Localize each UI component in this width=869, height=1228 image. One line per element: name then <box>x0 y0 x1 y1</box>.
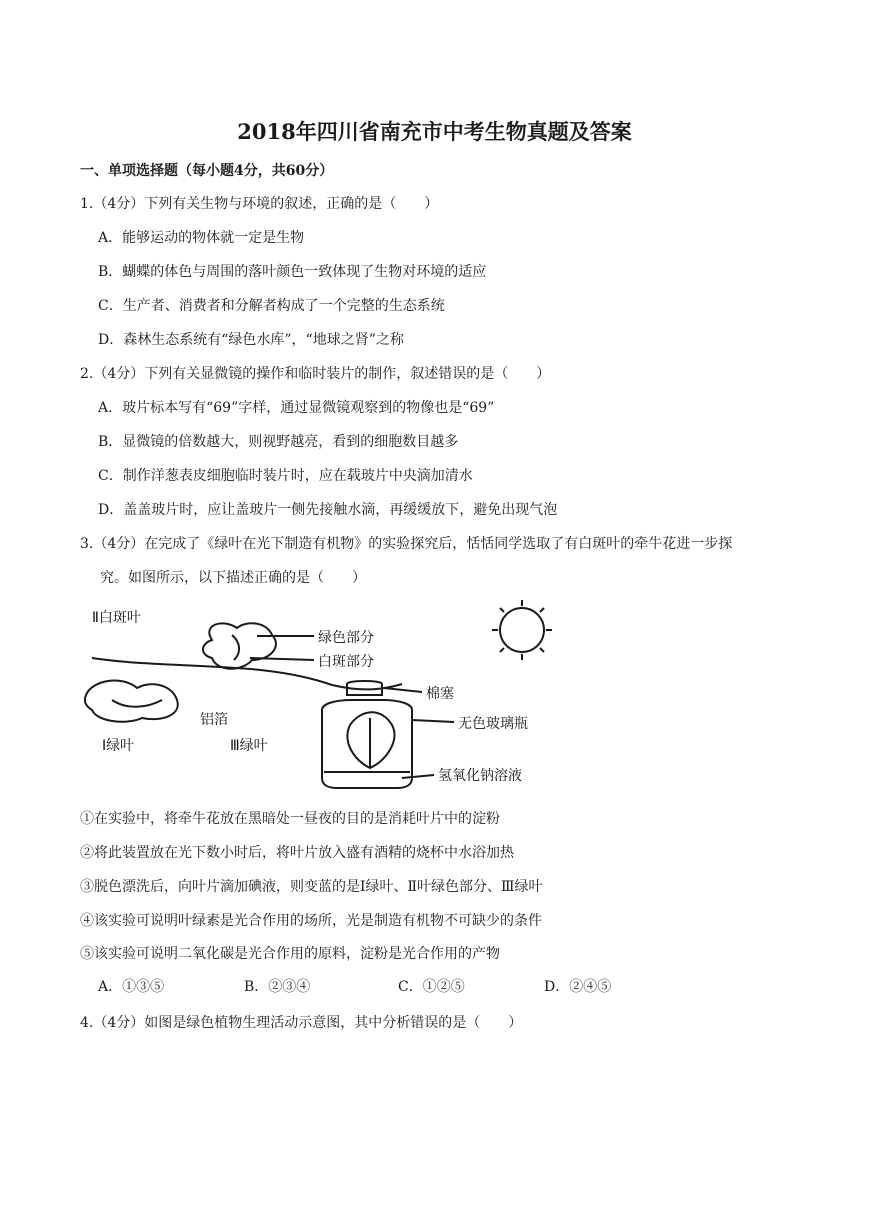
page-title: 2018年四川省南充市中考生物真题及答案 <box>237 119 632 144</box>
label-foil: 铝箔 <box>200 712 228 728</box>
leader-jar <box>412 720 454 722</box>
statement-1: ①在实验中，将牵牛花放在黑暗处一昼夜的目的是消耗叶片中的淀粉 <box>80 811 500 827</box>
leader-solution <box>402 775 434 778</box>
question-1-stem: 1.（4分）下列有关生物与环境的叙述，正确的是（ ） <box>80 196 439 212</box>
leaf-one <box>85 681 178 722</box>
question-3-stem-line-1: 3.（4分）在完成了《绿叶在光下制造有机物》的实验探究后，恬恬同学选取了有白斑叶的牵牛花进一步探 <box>80 536 733 552</box>
sun-icon <box>500 608 544 652</box>
label-glass-jar: 无色玻璃瓶 <box>458 716 528 732</box>
question-2-stem: 2.（4分）下列有关显微镜的操作和临时装片的制作，叙述错误的是（ ） <box>80 366 551 382</box>
question-3-choice-b: B．②③④ <box>244 979 311 995</box>
statement-5: ⑤该实验可说明二氧化碳是光合作用的原料，淀粉是光合作用的产物 <box>80 946 500 962</box>
question-1-option-d: D．森林生态系统有“绿色水库”，“地球之肾”之称 <box>98 332 404 348</box>
statement-2: ②将此装置放在光下数小时后，将叶片放入盛有酒精的烧杯中水浴加热 <box>80 845 514 861</box>
question-2-option-c: C．制作洋葱表皮细胞临时装片时，应在载玻片中央滴加清水 <box>98 468 473 484</box>
label-cotton-plug: 棉塞 <box>426 686 454 702</box>
question-1-option-a: A．能够运动的物体就一定是生物 <box>98 230 305 246</box>
experiment-figure <box>82 600 612 792</box>
label-naoh-solution: 氢氧化钠溶液 <box>438 768 522 784</box>
label-green-part: 绿色部分 <box>318 630 374 646</box>
label-leaf-one: Ⅰ绿叶 <box>102 738 135 754</box>
label-white-part: 白斑部分 <box>318 654 374 670</box>
leader-cork <box>384 688 422 692</box>
question-3-choice-c: C．①②⑤ <box>398 979 465 995</box>
question-3-choice-a: A．①③⑤ <box>98 979 165 995</box>
statement-3: ③脱色漂洗后，向叶片滴加碘液，则变蓝的是Ⅰ绿叶、Ⅱ叶绿色部分、Ⅲ绿叶 <box>80 879 543 895</box>
statement-4: ④该实验可说明叶绿素是光合作用的场所，光是制造有机物不可缺少的条件 <box>80 913 542 929</box>
question-3-stem-line-2: 究。如图所示，以下描述正确的是（ ） <box>100 570 366 586</box>
question-2-option-a: A．玻片标本写有“69”字样，通过显微镜观察到的物像也是“69” <box>98 400 495 416</box>
question-1-option-c: C．生产者、消费者和分解者构成了一个完整的生态系统 <box>98 298 445 314</box>
label-leaf-two: Ⅱ白斑叶 <box>92 610 141 626</box>
section-heading: 一、单项选择题（每小题4分，共60分） <box>80 163 334 179</box>
question-2-option-d: D．盖盖玻片时，应让盖玻片一侧先接触水滴，再缓缓放下，避免出现气泡 <box>98 502 558 518</box>
question-2-option-b: B．显微镜的倍数越大，则视野越亮，看到的细胞数目越多 <box>98 434 459 450</box>
question-1-option-b: B．蝴蝶的体色与周围的落叶颜色一致体现了生物对环境的适应 <box>98 264 487 280</box>
leaf-two-vein <box>232 635 239 660</box>
question-4-stem: 4.（4分）如图是绿色植物生理活动示意图，其中分析错误的是（ ） <box>80 1015 523 1031</box>
question-3-choice-d: D．②④⑤ <box>544 979 612 995</box>
foil-patch <box>112 700 162 707</box>
label-leaf-three: Ⅲ绿叶 <box>230 738 268 754</box>
